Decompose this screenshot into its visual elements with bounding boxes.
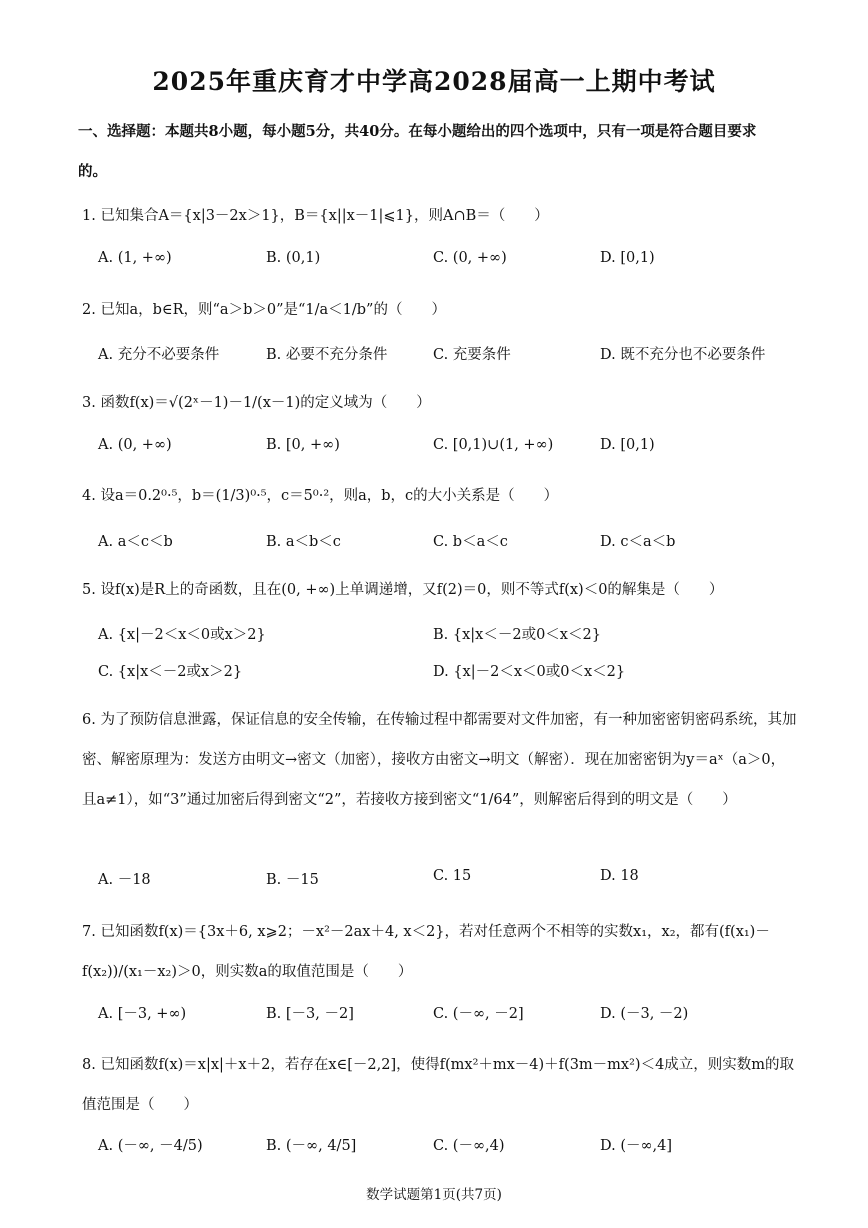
option-c: C. [0,1)∪(1, +∞): [433, 437, 554, 453]
option-c: C. 充要条件: [433, 347, 511, 363]
section-line-1: 一、选择题：本题共8小题，每小题5分，共40分。在每小题给出的四个选项中，只有一项是符合题目要求: [78, 123, 757, 140]
option-a: A. a＜c＜b: [98, 534, 173, 550]
page-footer: 数学试题第1页(共7页): [366, 1187, 502, 1203]
option-c: C. 15: [433, 868, 472, 884]
option-d: D. c＜a＜b: [600, 534, 676, 550]
option-c: C. (－∞,4): [433, 1138, 505, 1154]
question-2: 2. 已知a，b∈R，则“a＞b＞0”是“1/a＜1/b”的（ ）: [82, 302, 446, 318]
option-c: C. (0, +∞): [433, 250, 507, 266]
option-a: A. [－3, +∞): [98, 1006, 187, 1022]
option-a: A. (1, +∞): [98, 250, 172, 266]
page-title: 2025年重庆育才中学高2028届高一上期中考试: [152, 67, 716, 96]
question-1-options: [98, 250, 798, 272]
question-7-options: [98, 1002, 798, 1024]
option-d: D. {x|－2＜x＜0或0＜x＜2}: [433, 664, 626, 680]
option-c: C. {x|x＜－2或x＞2}: [98, 664, 243, 680]
option-b: B. －15: [266, 872, 319, 888]
question-7: 7. 已知函数f(x)＝{3x＋6, x⩾2；－x²－2ax＋4, x＜2}，若对任意两个不相等的实数x₁，x₂，都有(f(x₁)－f(x₂))/(x₁－x₂)＞0，则实数a的取值范围是（ ）: [82, 924, 770, 980]
question-2-options: [98, 343, 798, 365]
option-a: A. (0, +∞): [98, 437, 172, 453]
option-b: B. [0, +∞): [266, 437, 340, 453]
question-8-options: [98, 1134, 798, 1156]
option-b: B. (－∞, 4/5]: [266, 1138, 357, 1154]
option-d: D. (－∞,4]: [600, 1138, 673, 1154]
option-d: D. [0,1): [600, 437, 655, 453]
option-b: B. 必要不充分条件: [266, 347, 388, 363]
question-3-options: [98, 437, 798, 459]
question-5: 5. 设f(x)是R上的奇函数，且在(0, +∞)上单调递增，又f(2)＝0，则不等式f(x)＜0的解集是（ ）: [82, 582, 724, 598]
option-b: B. {x|x＜－2或0＜x＜2}: [433, 627, 601, 643]
section-line-2: 的。: [78, 163, 107, 180]
option-d: D. [0,1): [600, 250, 655, 266]
option-b: B. (0,1): [266, 250, 321, 266]
question-4-options: [98, 530, 798, 552]
option-d: D. (－3, －2): [600, 1006, 689, 1022]
option-a: A. 充分不必要条件: [98, 347, 220, 363]
question-6-options: [98, 868, 798, 890]
option-c: C. (－∞, －2]: [433, 1006, 524, 1022]
option-b: B. a＜b＜c: [266, 534, 341, 550]
option-d: D. 既不充分也不必要条件: [600, 347, 766, 363]
option-a: A. (－∞, －4/5): [98, 1138, 203, 1154]
question-8: 8. 已知函数f(x)＝x|x|＋x＋2，若存在x∈[－2,2]，使得f(mx²＋mx－4)＋f(3m－mx²)＜4成立，则实数m的取值范围是（ ）: [82, 1057, 795, 1113]
question-4: 4. 设a＝0.2⁰·⁵，b＝(1/3)⁰·⁵，c＝5⁰·²，则a，b，c的大小关系是（ ）: [82, 488, 559, 504]
question-3: 3. 函数f(x)＝√(2ˣ－1)－1/(x－1)的定义域为（ ）: [82, 395, 431, 411]
option-b: B. [－3, －2]: [266, 1006, 354, 1022]
option-a: A. {x|－2＜x＜0或x＞2}: [98, 627, 266, 643]
section-heading: [78, 112, 798, 192]
question-5-options-row-2: [98, 660, 798, 682]
question-1: 1. 已知集合A＝{x|3－2x＞1}，B＝{x||x－1|⩽1}，则A∩B＝（ ）: [82, 208, 549, 224]
option-d: D. 18: [600, 868, 639, 884]
option-a: A. －18: [98, 872, 151, 888]
question-5-options-row-1: [98, 623, 798, 645]
option-c: C. b＜a＜c: [433, 534, 508, 550]
question-6: 6. 为了预防信息泄露，保证信息的安全传输，在传输过程中都需要对文件加密，有一种加密密钥密码系统，其加密、解密原理为：发送方由明文→密文（加密），接收方由密文→明文（解密）．现在加密密钥为y＝aˣ（a＞0，且a≠1），如“3”通过加密后得到密文“2”，若接收方接到密文“1/64”，则解密后得到的明文是（ ）: [82, 712, 797, 808]
